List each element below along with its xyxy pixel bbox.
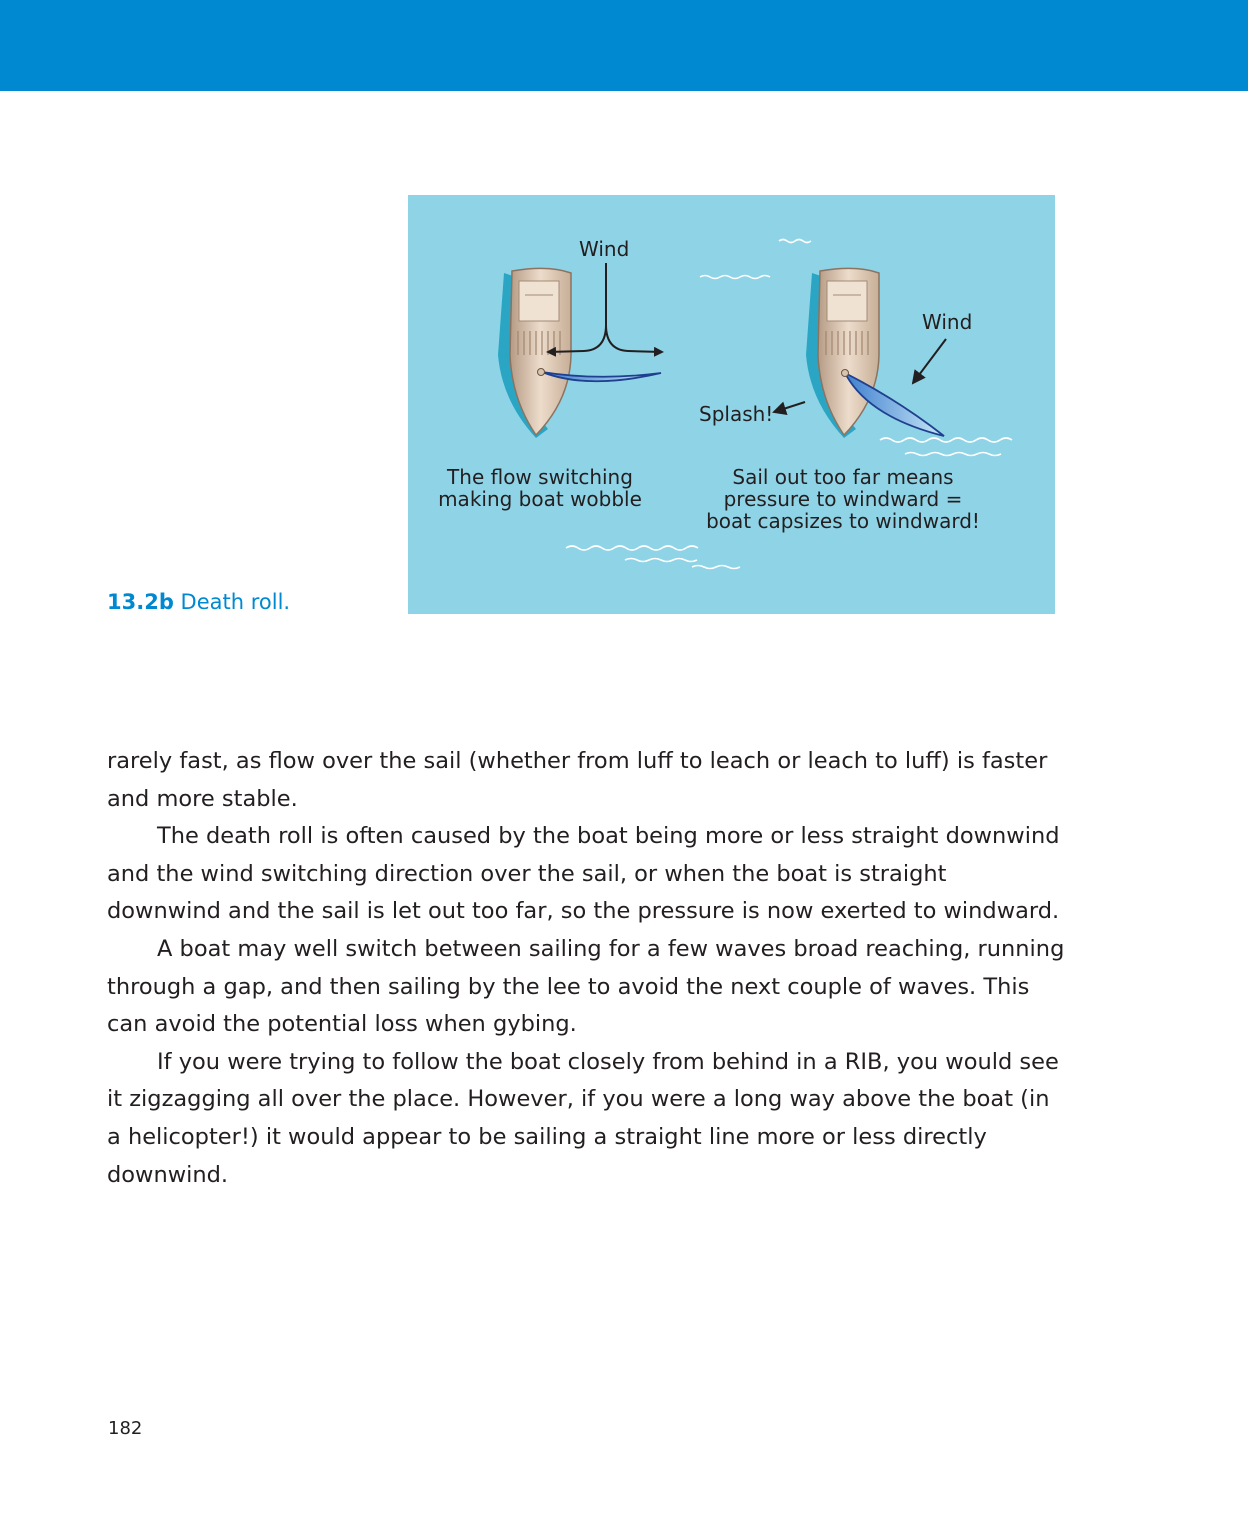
body-text (107, 743, 1067, 1194)
paragraph: The death roll is often caused by the boat being more or less straight downwind and the wind switching direction over the sail, or when the boat is straight downwind and the sail is let out too far, so the pressure is now exerted to windward. (107, 823, 1060, 925)
splash-arrow (774, 402, 805, 412)
header-band (0, 0, 1248, 91)
paragraph: A boat may well switch between sailing for a few waves broad reaching, running through a gap, and then sailing by the lee to avoid the next couple of waves. This can avoid the potential loss when gybing. (107, 935, 1065, 1038)
paragraph: rarely fast, as flow over the sail (whether from luff to leach or leach to luff) is faster and more stable. (107, 748, 1048, 812)
page-number: 182 (108, 1418, 143, 1439)
left-boat (498, 268, 661, 438)
right-boat (806, 268, 944, 438)
caption-number: 13.2b (107, 590, 174, 614)
right-caption-line: pressure to windward = (723, 487, 963, 511)
wind-label-right: Wind (922, 310, 973, 334)
right-boat-caption (703, 466, 983, 532)
wind-label-left: Wind (579, 237, 630, 261)
paragraph: If you were trying to follow the boat closely from behind in a RIB, you would see it zigzagging all over the place. However, if you were a long way above the boat (in a helicopter!) it would appear to be sailing a straight line more or less directly downwind. (107, 1048, 1059, 1188)
splash-label: Splash! (699, 402, 774, 426)
caption-text: Death roll. (180, 590, 291, 614)
right-caption-line: Sail out too far means (732, 465, 954, 489)
death-roll-illustration (408, 195, 1055, 614)
right-caption-line: boat capsizes to windward! (706, 509, 980, 533)
left-caption-line: making boat wobble (438, 487, 642, 511)
wind-arrow (913, 339, 946, 383)
left-boat-caption (430, 466, 650, 510)
left-caption-line: The flow switching (447, 465, 633, 489)
figure-caption (107, 590, 290, 614)
